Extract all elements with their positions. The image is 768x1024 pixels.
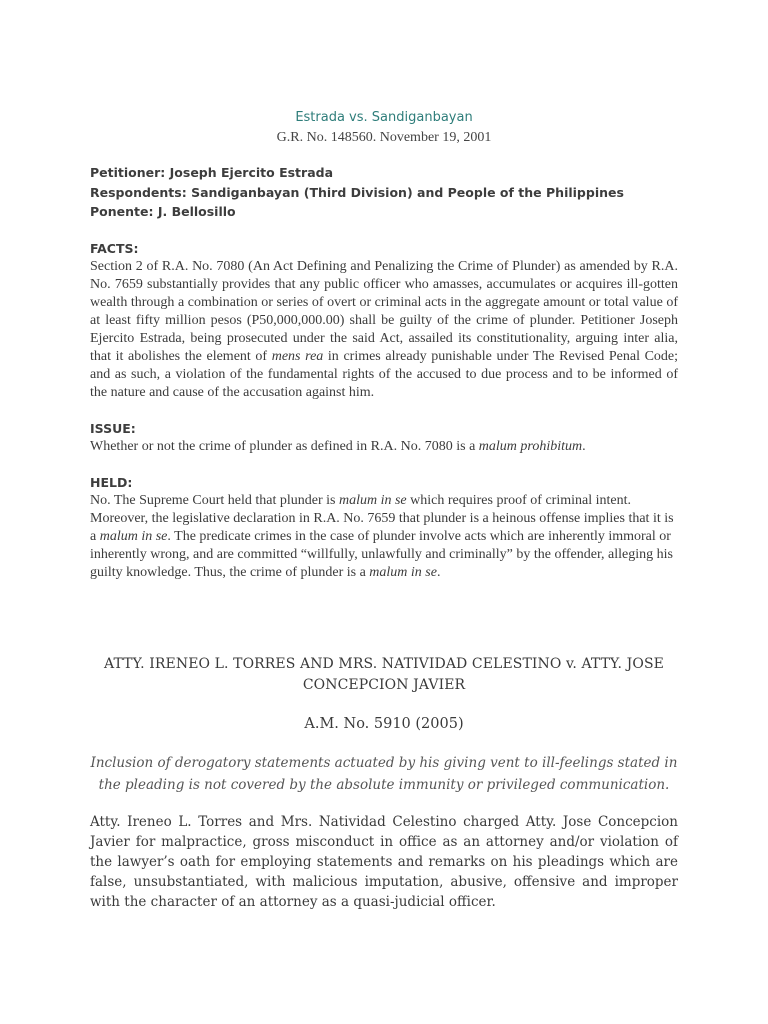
held-text-3: . The predicate crimes in the case of plunder involve acts which are inherently immoral or inherently wrong, and are committed “willfully, unlawfully and criminally” by the offender, alleging his guilty knowledge. Thus, the crime of plunder is a (90, 528, 673, 580)
facts-paragraph (90, 258, 678, 402)
issue-text-2: . (582, 438, 586, 454)
case-citation: A.M. No. 5910 (2005) (304, 716, 464, 732)
case-body-paragraph: Atty. Ireneo L. Torres and Mrs. Natividad Celestino charged Atty. Jose Concepcion Javier for malpractice, gross misconduct in office as an attorney and/or violation of the lawyer’s oath for employing statements and remarks on his pleadings which are false, unsubstantiated, with malicious imputation, abusive, offensive and improper with the character of an attorney as a quasi-judicial officer. (90, 814, 678, 910)
held-emphasis-1: malum in se (338, 492, 407, 508)
petitioner-line: Petitioner: Joseph Ejercito Estrada (90, 165, 334, 180)
held-emphasis-3: malum in se (369, 564, 437, 580)
case-digest-torres (90, 654, 678, 912)
case-title: ATTY. IRENEO L. TORRES AND MRS. NATIVIDAD CELESTINO v. ATTY. JOSE CONCEPCION JAVIER (104, 656, 664, 693)
case-citation: G.R. No. 148560. November 19, 2001 (276, 130, 492, 145)
facts-text-2: in crimes already punishable under The Revised Penal Code; and as such, a violation of the fundamental rights of the accused to due process and to be informed of the nature and cause of the accusation against him. (90, 348, 679, 400)
facts-text-1: Section 2 of R.A. No. 7080 (An Act Defining and Penalizing the Crime of Plunder) as amended by R.A. No. 7659 substantially provides that any public officer who amasses, accumulates or acquires ill-gotten wealth through a combination or series of overt or criminal acts in the aggregate amount or total value of at least fifty million pesos (P50,000,000.00) shall be guilty of the crime of plunder. Petitioner Joseph Ejercito Estrada, being prosecuted under the said Act, assailed its constitutionality, arguing inter alia, that it abolishes the element of (90, 258, 678, 364)
held-emphasis-2: malum in se (99, 528, 168, 544)
held-text-1: No. The Supreme Court held that plunder is (90, 492, 336, 508)
held-text-2: which requires proof of criminal intent. Moreover, the legislative declaration in R.A. No. 7659 that plunder is a heinous offense implies that it is a (90, 492, 674, 544)
respondents-line: Respondents: Sandiganbayan (Third Division) and People of the Philippines (90, 184, 624, 200)
held-text-4: . (436, 564, 441, 580)
held-paragraph (90, 492, 678, 582)
issue-heading: ISSUE: (90, 420, 136, 436)
issue-emphasis: malum prohibitum (478, 438, 583, 454)
doctrine-statement: Inclusion of derogatory statements actuated by his giving vent to ill-feelings stated in the pleading is not covered by the absolute immunity or privileged communication. (90, 755, 678, 793)
case-digest-estrada (90, 108, 678, 582)
case-title: Estrada vs. Sandiganbayan (295, 110, 473, 125)
held-heading: HELD: (90, 474, 133, 490)
ponente-line: Ponente: J. Bellosillo (90, 204, 236, 219)
facts-emphasis: mens rea (271, 348, 324, 364)
issue-text-1: Whether or not the crime of plunder as defined in R.A. No. 7080 is a (90, 438, 476, 454)
issue-paragraph (90, 438, 678, 456)
facts-heading: FACTS: (90, 240, 139, 256)
